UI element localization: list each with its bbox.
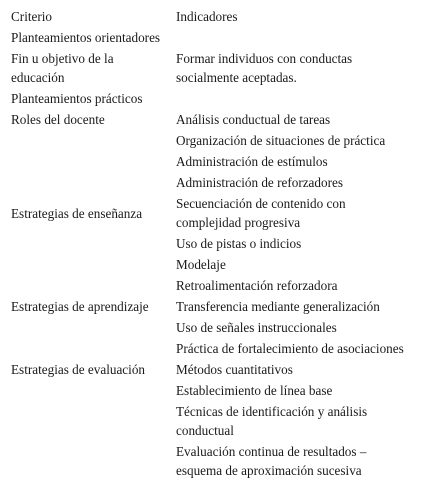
indicador-evaluacion-3-line-2: conductual [176,423,234,438]
header-criterio: Criterio [11,9,53,24]
indicador-roles-1: Análisis conductual de tareas [176,112,331,127]
criterio-fin-objetivo-line-1: Fin u objetivo de la [11,51,114,66]
criterio-roles-docente: Roles del docente [11,112,105,127]
indicador-evaluacion-4-line-1: Evaluación continua de resultados – [176,444,367,459]
indicador-aprendizaje-3: Práctica de fortalecimiento de asociaciones [176,341,404,356]
indicador-fin-objetivo-line-1: Formar individuos con conductas [176,51,353,66]
indicador-roles-3: Administración de estímulos [176,154,328,169]
indicador-evaluacion-3-line-1: Técnicas de identificación y análisis [176,404,368,419]
criterio-estrategias-evaluacion: Estrategias de evaluación [11,362,146,377]
indicador-evaluacion-2: Establecimiento de línea base [176,383,333,398]
criterio-estrategias-ensenanza: Estrategias de enseñanza [11,206,143,221]
indicador-ensenanza-1-line-2: complejidad progresiva [176,215,301,230]
indicador-ensenanza-1-line-1: Secuenciación de contenido con [176,196,346,211]
indicador-roles-4: Administración de reforzadores [176,175,343,190]
header-indicadores: Indicadores [176,9,238,24]
indicador-roles-2: Organización de situaciones de práctica [176,133,386,148]
indicador-aprendizaje-1: Transferencia mediante generalización [176,299,380,314]
indicador-aprendizaje-2: Uso de señales instruccionales [176,320,337,335]
indicador-fin-objetivo-line-2: socialmente aceptadas. [176,70,297,85]
indicador-evaluacion-1: Métodos cuantitativos [176,362,293,377]
section-planteamientos-orientadores: Planteamientos orientadores [11,30,161,45]
section-planteamientos-practicos: Planteamientos prácticos [11,91,143,106]
criterio-fin-objetivo-line-2: educación [11,70,65,85]
criterio-estrategias-aprendizaje: Estrategias de aprendizaje [11,299,149,314]
indicador-ensenanza-3: Modelaje [176,257,226,272]
indicador-ensenanza-2: Uso de pistas o indicios [176,236,302,251]
indicador-evaluacion-4-line-2: esquema de aproximación sucesiva [176,463,362,478]
indicador-ensenanza-4: Retroalimentación reforzadora [176,278,338,293]
